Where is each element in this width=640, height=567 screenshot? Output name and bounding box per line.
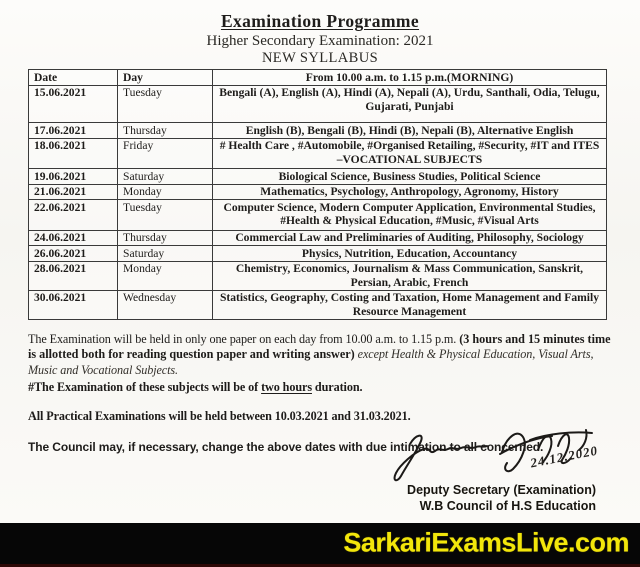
note-two-hours-underlined: two hours bbox=[261, 380, 312, 395]
table-row bbox=[29, 169, 607, 185]
exam-date-cell: 21.06.2021 bbox=[29, 184, 118, 200]
note-two-hours-prefix: #The Examination of these subjects will be of bbox=[28, 380, 262, 395]
exam-subjects-cell: Bengali (A), English (A), Hindi (A), Nepali (A), Urdu, Santhali, Odia, Telugu, Gujarati, Punjabi bbox=[213, 85, 607, 123]
exam-day-cell: Thursday bbox=[118, 230, 213, 246]
col-header-day: Day bbox=[118, 70, 213, 86]
site-name: SarkariExamsLive.com bbox=[343, 526, 629, 557]
page-title: Examination Programme bbox=[220, 11, 420, 31]
note-practical-exams: All Practical Examinations will be held between 10.03.2021 and 31.03.2021. bbox=[28, 408, 411, 423]
exam-subjects-cell: Statistics, Geography, Costing and Taxation, Home Management and Family Resource Management bbox=[213, 290, 607, 319]
exam-subjects-cell: Mathematics, Psychology, Anthropology, Agronomy, History bbox=[213, 184, 607, 200]
exam-day-cell: Tuesday bbox=[118, 200, 213, 231]
signature-date: 24.12.2020 bbox=[528, 442, 599, 471]
table-row bbox=[29, 230, 607, 246]
table-row bbox=[29, 123, 607, 139]
syllabus-label: NEW SYLLABUS bbox=[261, 50, 379, 66]
exam-date-cell: 26.06.2021 bbox=[29, 246, 118, 262]
note-duration-normal: The Examination will be held in only one paper on each day from 10.00 a.m. to 1.15 p.m. bbox=[28, 331, 460, 346]
note-duration-exceptions: except Health & Physical Education, Visual Arts, Music and Vocational Subjects. bbox=[28, 347, 594, 377]
site-banner bbox=[0, 523, 640, 567]
exam-date-cell: 28.06.2021 bbox=[29, 261, 118, 290]
table-row bbox=[29, 290, 607, 319]
exam-day-cell: Monday bbox=[118, 184, 213, 200]
exam-day-cell: Saturday bbox=[118, 169, 213, 185]
table-row bbox=[29, 246, 607, 262]
exam-date-cell: 30.06.2021 bbox=[29, 290, 118, 319]
exam-date-cell: 24.06.2021 bbox=[29, 230, 118, 246]
note-exam-duration bbox=[28, 332, 614, 379]
exam-subjects-cell: Chemistry, Economics, Journalism & Mass Communication, Sanskrit, Persian, Arabic, French bbox=[213, 261, 607, 290]
exam-day-cell: Monday bbox=[118, 261, 213, 290]
exam-subtitle: Higher Secondary Examination: 2021 bbox=[206, 33, 434, 49]
exam-date-cell: 22.06.2021 bbox=[29, 200, 118, 231]
exam-subjects-cell: Commercial Law and Preliminaries of Auditing, Philosophy, Sociology bbox=[213, 230, 607, 246]
exam-day-cell: Friday bbox=[118, 138, 213, 169]
document-header bbox=[0, 0, 640, 67]
exam-subjects-cell: Computer Science, Modern Computer Application, Environmental Studies, #Health & Physical Education, #Music, #Visual Arts bbox=[213, 200, 607, 231]
table-header-row bbox=[29, 70, 607, 86]
exam-table-body bbox=[29, 85, 607, 319]
exam-date-cell: 19.06.2021 bbox=[29, 169, 118, 185]
exam-day-cell: Thursday bbox=[118, 123, 213, 139]
exam-day-cell: Tuesday bbox=[118, 85, 213, 123]
note-two-hours bbox=[28, 380, 614, 396]
note-council-disclaimer: The Council may, if necessary, change the above dates with due intimation to all concerned. bbox=[28, 440, 544, 455]
table-row bbox=[29, 85, 607, 123]
col-header-session: From 10.00 a.m. to 1.15 p.m.(MORNING) bbox=[213, 70, 607, 86]
table-row bbox=[29, 138, 607, 169]
table-row bbox=[29, 261, 607, 290]
col-header-date: Date bbox=[29, 70, 118, 86]
signatory-designation: Deputy Secretary (Examination) bbox=[407, 483, 596, 497]
signatory-organization: W.B Council of H.S Education bbox=[419, 498, 596, 513]
note-two-hours-suffix: duration. bbox=[311, 380, 363, 395]
exam-subjects-cell: # Health Care , #Automobile, #Organised Retailing, #Security, #IT and ITES –VOCATIONAL SUBJECTS bbox=[213, 138, 607, 169]
note-duration-bold: (3 hours and 15 minutes time is allotted both for reading question paper and writing answer) bbox=[28, 331, 611, 362]
exam-schedule-table bbox=[28, 69, 607, 320]
exam-subjects-cell: English (B), Bengali (B), Hindi (B), Nepali (B), Alternative English bbox=[213, 123, 607, 139]
signature-block bbox=[328, 427, 610, 514]
exam-date-cell: 17.06.2021 bbox=[29, 123, 118, 139]
exam-subjects-cell: Biological Science, Business Studies, Political Science bbox=[213, 169, 607, 185]
exam-day-cell: Wednesday bbox=[118, 290, 213, 319]
exam-date-cell: 18.06.2021 bbox=[29, 138, 118, 169]
exam-day-cell: Saturday bbox=[118, 246, 213, 262]
table-row bbox=[29, 184, 607, 200]
exam-subjects-cell: Physics, Nutrition, Education, Accountancy bbox=[213, 246, 607, 262]
table-row bbox=[29, 200, 607, 231]
exam-date-cell: 15.06.2021 bbox=[29, 85, 118, 123]
